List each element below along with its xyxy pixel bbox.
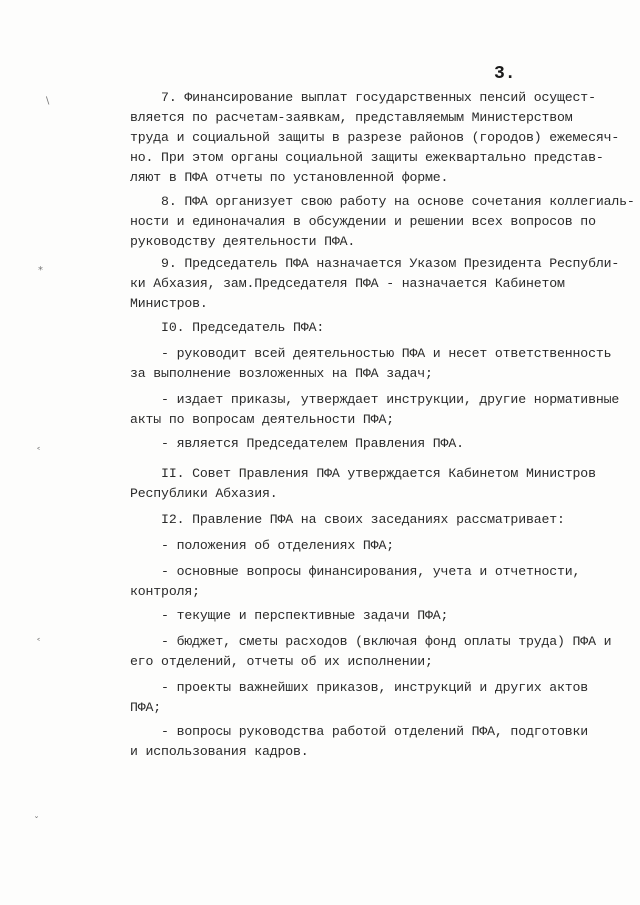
text-line: но. При этом органы социальной защиты ежеквартально представ- — [130, 150, 604, 165]
text-line: за выполнение возложенных на ПФА задач; — [130, 366, 433, 381]
text-line: I2. Правление ПФА на своих заседаниях рассматривает: — [130, 512, 565, 527]
paragraph-item-11 — [130, 464, 620, 504]
text-line: Республики Абхазия. — [130, 486, 278, 501]
text-line: - издает приказы, утверждает инструкции, другие нормативные — [130, 392, 620, 407]
text-line: - положения об отделениях ПФА; — [130, 538, 394, 553]
text-line: 9. Председатель ПФА назначается Указом Президента Республи- — [130, 256, 620, 271]
text-line: его отделений, отчеты об их исполнении; — [130, 654, 433, 669]
margin-mark: ˂ — [36, 447, 41, 458]
list-item — [130, 344, 620, 384]
text-line: ки Абхазия, зам.Председателя ПФА - назначается Кабинетом — [130, 276, 565, 291]
paragraph-item-10 — [130, 318, 620, 338]
text-line: - бюджет, сметы расходов (включая фонд оплаты труда) ПФА и — [130, 634, 612, 649]
text-line: труда и социальной защиты в разрезе районов (городов) ежемесяч- — [130, 130, 620, 145]
text-line: I0. Председатель ПФА: — [130, 320, 325, 335]
text-line: 8. ПФА организует свою работу на основе сочетания коллегиаль- — [130, 194, 635, 209]
list-item — [130, 606, 620, 626]
text-line: - руководит всей деятельностью ПФА и несет ответственность — [130, 346, 612, 361]
list-item — [130, 390, 620, 430]
paragraph-item-7 — [130, 88, 620, 188]
text-line: - проекты важнейших приказов, инструкций и других актов — [130, 680, 589, 695]
margin-mark: ∖ — [44, 96, 51, 107]
page-number: 3. — [494, 64, 516, 84]
text-line: руководству деятельности ПФА. — [130, 234, 356, 249]
margin-mark: ⁎ — [38, 262, 43, 273]
text-line: вляется по расчетам-заявкам, представляемым Министерством — [130, 110, 573, 125]
list-item — [130, 632, 620, 672]
text-line: ности и единоначалия в обсуждении и решении всех вопросов по — [130, 214, 596, 229]
paragraph-item-9 — [130, 254, 620, 314]
list-item — [130, 536, 620, 556]
text-line: акты по вопросам деятельности ПФА; — [130, 412, 394, 427]
text-line: и использования кадров. — [130, 744, 309, 759]
text-line: 7. Финансирование выплат государственных пенсий осущест- — [130, 90, 596, 105]
list-item — [130, 434, 620, 454]
margin-mark: ˇ — [34, 816, 39, 827]
text-line: Министров. — [130, 296, 208, 311]
text-line: - основные вопросы финансирования, учета и отчетности, — [130, 564, 581, 579]
list-item — [130, 562, 620, 602]
text-line: ПФА; — [130, 700, 162, 715]
margin-mark: ˂ — [36, 638, 41, 649]
paragraph-item-8 — [130, 192, 635, 252]
text-line: ляют в ПФА отчеты по установленной форме. — [130, 170, 449, 185]
paragraph-item-12 — [130, 510, 620, 530]
text-line: - вопросы руководства работой отделений ПФА, подготовки — [130, 724, 589, 739]
list-item — [130, 722, 620, 762]
text-line: II. Совет Правления ПФА утверждается Кабинетом Министров — [130, 466, 596, 481]
text-line: контроля; — [130, 584, 200, 599]
list-item — [130, 678, 620, 718]
text-line: - текущие и перспективные задачи ПФА; — [130, 608, 449, 623]
text-line: - является Председателем Правления ПФА. — [130, 436, 464, 451]
